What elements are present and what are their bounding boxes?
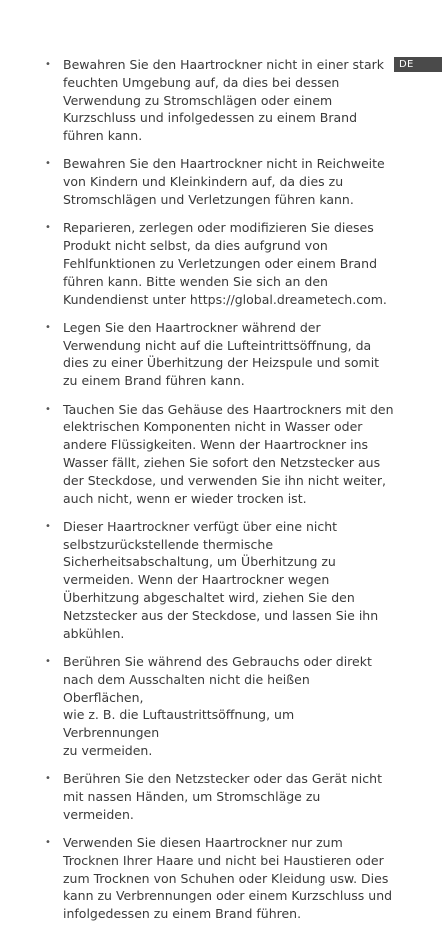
bullet: • (45, 655, 51, 667)
list-item (42, 401, 394, 508)
list-item-text: Tauchen Sie das Gehäuse des Haartrockners mit den elektrischen Komponenten nicht in Wasser oder andere Flüssigkeiten. Wenn der Haartrockner ins Wasser fällt, ziehen Sie sofort den Netzstecker aus der Steckdose, und verwenden Sie ihn nicht weiter, auch nicht, wenn er wieder trocken ist. (63, 401, 394, 506)
list-item-text: Bewahren Sie den Haartrockner nicht in einer stark feuchten Umgebung auf, da dies bei dessen Verwendung zu Stromschlägen oder einem Kurzschluss und infolgedessen zu einem Brand führen kann. (63, 57, 384, 144)
list-item (42, 834, 394, 923)
list-item (42, 155, 394, 208)
bullet: • (45, 59, 51, 70)
bullet: • (45, 773, 51, 785)
bullet: • (45, 837, 51, 849)
bullet: • (45, 222, 51, 234)
bullet: • (45, 158, 51, 170)
list-item-text: Reparieren, zerlegen oder modifizieren Sie dieses Produkt nicht selbst, da dies aufgrund von Fehlfunktionen zu Verletzungen oder einem Brand führen kann. Bitte wenden Sie sich an den Kundendienst unter https://global.dreametech.com. (63, 220, 387, 307)
list-item (42, 770, 394, 823)
bullet: • (45, 403, 51, 415)
list-item (42, 319, 394, 390)
list-item-text: Verwenden Sie diesen Haartrockner nur zum Trocknen Ihrer Haare und nicht bei Haustieren oder zum Trocknen von Schuhen oder Kleidung usw. Dies kann zu Verbrennungen oder einem Kurzschluss und infolgedessen zu einem Brand führen. (63, 835, 393, 922)
language-tab: DE (394, 57, 442, 72)
list-item (42, 219, 394, 308)
list-item (42, 653, 394, 760)
list-item-text: Berühren Sie während des Gebrauchs oder direkt nach dem Ausschalten nicht die heißen Oberflächen, wie z. B. die Luftaustrittsöffnung, um Verbrennungen zu vermeiden. (63, 653, 372, 758)
list-item (42, 518, 394, 643)
list-item-text: Legen Sie den Haartrockner während der Verwendung nicht auf die Lufteintrittsöffnung, da dies zu einer Überhitzung der Heizspule und somit zu einem Brand führen kann. (63, 319, 380, 389)
bullet: • (45, 520, 51, 532)
safety-instructions-list (42, 56, 394, 934)
list-item-text: Dieser Haartrockner verfügt über eine nicht selbstzurückstellende thermische Sicherheitsabschaltung, um Überhitzung zu vermeiden. Wenn der Haartrockner wegen Überhitzung abgeschaltet wird, ziehen Sie den Netzstecker aus der Steckdose, und lassen Sie ihn abkühlen. (63, 518, 379, 641)
list-item (42, 56, 394, 145)
bullet: • (45, 321, 51, 333)
list-item-text: Bewahren Sie den Haartrockner nicht in Reichweite von Kindern und Kleinkindern auf, da dies zu Stromschlägen und Verletzungen führen kann. (63, 156, 385, 208)
list-item-text: Berühren Sie den Netzstecker oder das Gerät nicht mit nassen Händen, um Stromschläge zu vermeiden. (63, 771, 382, 822)
